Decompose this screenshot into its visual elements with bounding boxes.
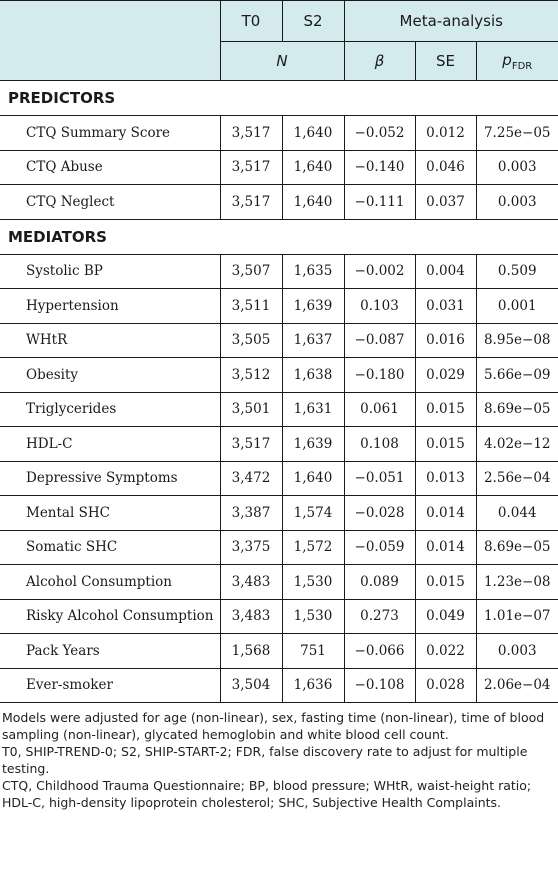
- cell-se: 0.046: [415, 150, 476, 185]
- cell-s2-n: 1,640: [282, 185, 344, 220]
- cell-se: 0.004: [415, 254, 476, 289]
- header-meta-analysis: Meta-analysis: [344, 1, 558, 42]
- cell-p-fdr: 0.001: [476, 289, 558, 324]
- row-label: Ever-smoker: [0, 668, 220, 703]
- cell-s2-n: 1,637: [282, 323, 344, 358]
- cell-se: 0.028: [415, 668, 476, 703]
- cell-t0-n: 3,387: [220, 496, 282, 531]
- cell-t0-n: 3,375: [220, 530, 282, 565]
- cell-p-fdr: 8.69e−05: [476, 392, 558, 427]
- section-header-row: [0, 219, 558, 254]
- table-row: [0, 323, 558, 358]
- table-row: [0, 634, 558, 669]
- table-row: [0, 565, 558, 600]
- row-label: Somatic SHC: [0, 530, 220, 565]
- cell-s2-n: 751: [282, 634, 344, 669]
- cell-se: 0.014: [415, 530, 476, 565]
- note-adjustment: Models were adjusted for age (non-linear), sex, fasting time (non-linear), time of blood sampling (non-linear), glycated hemoglobin and white blood cell count.: [2, 710, 545, 742]
- row-label: Risky Alcohol Consumption: [0, 599, 220, 634]
- cell-s2-n: 1,530: [282, 565, 344, 600]
- cell-s2-n: 1,638: [282, 358, 344, 393]
- cell-p-fdr: 0.044: [476, 496, 558, 531]
- cell-beta: −0.052: [344, 116, 415, 151]
- cell-beta: 0.108: [344, 427, 415, 462]
- table-row: [0, 599, 558, 634]
- cell-p-fdr: 8.95e−08: [476, 323, 558, 358]
- cell-t0-n: 3,517: [220, 116, 282, 151]
- cell-beta: 0.089: [344, 565, 415, 600]
- row-label: Depressive Symptoms: [0, 461, 220, 496]
- cell-t0-n: 3,501: [220, 392, 282, 427]
- row-label: Obesity: [0, 358, 220, 393]
- cell-beta: −0.028: [344, 496, 415, 531]
- header-n: N: [220, 42, 344, 81]
- header-se: SE: [415, 42, 476, 81]
- table-body: [0, 81, 558, 703]
- cell-p-fdr: 2.56e−04: [476, 461, 558, 496]
- cell-beta: 0.273: [344, 599, 415, 634]
- row-label: Pack Years: [0, 634, 220, 669]
- header-p-fdr: [476, 42, 558, 81]
- cell-s2-n: 1,574: [282, 496, 344, 531]
- cell-s2-n: 1,635: [282, 254, 344, 289]
- table-row: [0, 427, 558, 462]
- row-label: CTQ Summary Score: [0, 116, 220, 151]
- header-beta: β: [344, 42, 415, 81]
- row-label: Hypertension: [0, 289, 220, 324]
- table-row: [0, 668, 558, 703]
- row-label: CTQ Neglect: [0, 185, 220, 220]
- cell-beta: −0.059: [344, 530, 415, 565]
- cell-p-fdr: 2.06e−04: [476, 668, 558, 703]
- row-label: Mental SHC: [0, 496, 220, 531]
- table-row: [0, 496, 558, 531]
- cell-beta: −0.087: [344, 323, 415, 358]
- cell-s2-n: 1,636: [282, 668, 344, 703]
- cell-s2-n: 1,640: [282, 461, 344, 496]
- row-label: CTQ Abuse: [0, 150, 220, 185]
- cell-beta: −0.002: [344, 254, 415, 289]
- header-s2: S2: [282, 1, 344, 42]
- note-abbreviations-cohorts: T0, SHIP-TREND-0; S2, SHIP-START-2; FDR, false discovery rate to adjust for multiple testing.: [2, 744, 528, 776]
- cell-se: 0.016: [415, 323, 476, 358]
- cell-s2-n: 1,640: [282, 150, 344, 185]
- cell-t0-n: 3,511: [220, 289, 282, 324]
- table-row: [0, 150, 558, 185]
- cell-t0-n: 3,472: [220, 461, 282, 496]
- cell-p-fdr: 5.66e−09: [476, 358, 558, 393]
- cell-t0-n: 3,504: [220, 668, 282, 703]
- cell-beta: 0.103: [344, 289, 415, 324]
- table-row: [0, 289, 558, 324]
- cell-t0-n: 3,507: [220, 254, 282, 289]
- table-row: [0, 185, 558, 220]
- header-blank-cell: [0, 1, 220, 81]
- cell-se: 0.014: [415, 496, 476, 531]
- cell-t0-n: 3,517: [220, 150, 282, 185]
- cell-se: 0.012: [415, 116, 476, 151]
- cell-p-fdr: 0.003: [476, 634, 558, 669]
- header-p-sub: FDR: [511, 60, 533, 72]
- table-notes: [0, 703, 558, 811]
- cell-t0-n: 3,512: [220, 358, 282, 393]
- cell-t0-n: 3,517: [220, 185, 282, 220]
- cell-s2-n: 1,530: [282, 599, 344, 634]
- cell-se: 0.015: [415, 427, 476, 462]
- row-label: WHtR: [0, 323, 220, 358]
- cell-se: 0.013: [415, 461, 476, 496]
- cell-p-fdr: 7.25e−05: [476, 116, 558, 151]
- table-row: [0, 254, 558, 289]
- cell-s2-n: 1,640: [282, 116, 344, 151]
- cell-t0-n: 3,517: [220, 427, 282, 462]
- section-header-row: [0, 81, 558, 116]
- cell-se: 0.037: [415, 185, 476, 220]
- cell-p-fdr: 8.69e−05: [476, 530, 558, 565]
- table-row: [0, 392, 558, 427]
- table-row: [0, 116, 558, 151]
- cell-beta: −0.140: [344, 150, 415, 185]
- note-abbreviations-measures: CTQ, Childhood Trauma Questionnaire; BP, blood pressure; WHtR, waist-height ratio; HDL-C, high-density lipoprotein cholesterol; SHC, Subjective Health Complaints.: [2, 778, 532, 810]
- cell-beta: −0.108: [344, 668, 415, 703]
- table-row: [0, 530, 558, 565]
- row-label: HDL-C: [0, 427, 220, 462]
- cell-t0-n: 3,483: [220, 599, 282, 634]
- section-title: MEDIATORS: [0, 219, 558, 254]
- cell-s2-n: 1,572: [282, 530, 344, 565]
- table-row: [0, 358, 558, 393]
- cell-se: 0.015: [415, 392, 476, 427]
- cell-beta: −0.066: [344, 634, 415, 669]
- cell-se: 0.049: [415, 599, 476, 634]
- cell-beta: −0.051: [344, 461, 415, 496]
- cell-se: 0.029: [415, 358, 476, 393]
- cell-s2-n: 1,639: [282, 427, 344, 462]
- cell-beta: −0.111: [344, 185, 415, 220]
- cell-s2-n: 1,639: [282, 289, 344, 324]
- cell-se: 0.031: [415, 289, 476, 324]
- cell-s2-n: 1,631: [282, 392, 344, 427]
- header-p: p: [502, 50, 512, 69]
- cell-p-fdr: 4.02e−12: [476, 427, 558, 462]
- header-t0: T0: [220, 1, 282, 42]
- row-label: Systolic BP: [0, 254, 220, 289]
- cell-p-fdr: 0.003: [476, 185, 558, 220]
- section-title: PREDICTORS: [0, 81, 558, 116]
- cell-t0-n: 1,568: [220, 634, 282, 669]
- cell-p-fdr: 1.01e−07: [476, 599, 558, 634]
- cell-t0-n: 3,483: [220, 565, 282, 600]
- cell-beta: −0.180: [344, 358, 415, 393]
- row-label: Triglycerides: [0, 392, 220, 427]
- header-row-1: [0, 1, 558, 42]
- cell-se: 0.022: [415, 634, 476, 669]
- table-row: [0, 461, 558, 496]
- cell-p-fdr: 0.003: [476, 150, 558, 185]
- cell-se: 0.015: [415, 565, 476, 600]
- cell-beta: 0.061: [344, 392, 415, 427]
- cell-t0-n: 3,505: [220, 323, 282, 358]
- cell-p-fdr: 1.23e−08: [476, 565, 558, 600]
- cell-p-fdr: 0.509: [476, 254, 558, 289]
- row-label: Alcohol Consumption: [0, 565, 220, 600]
